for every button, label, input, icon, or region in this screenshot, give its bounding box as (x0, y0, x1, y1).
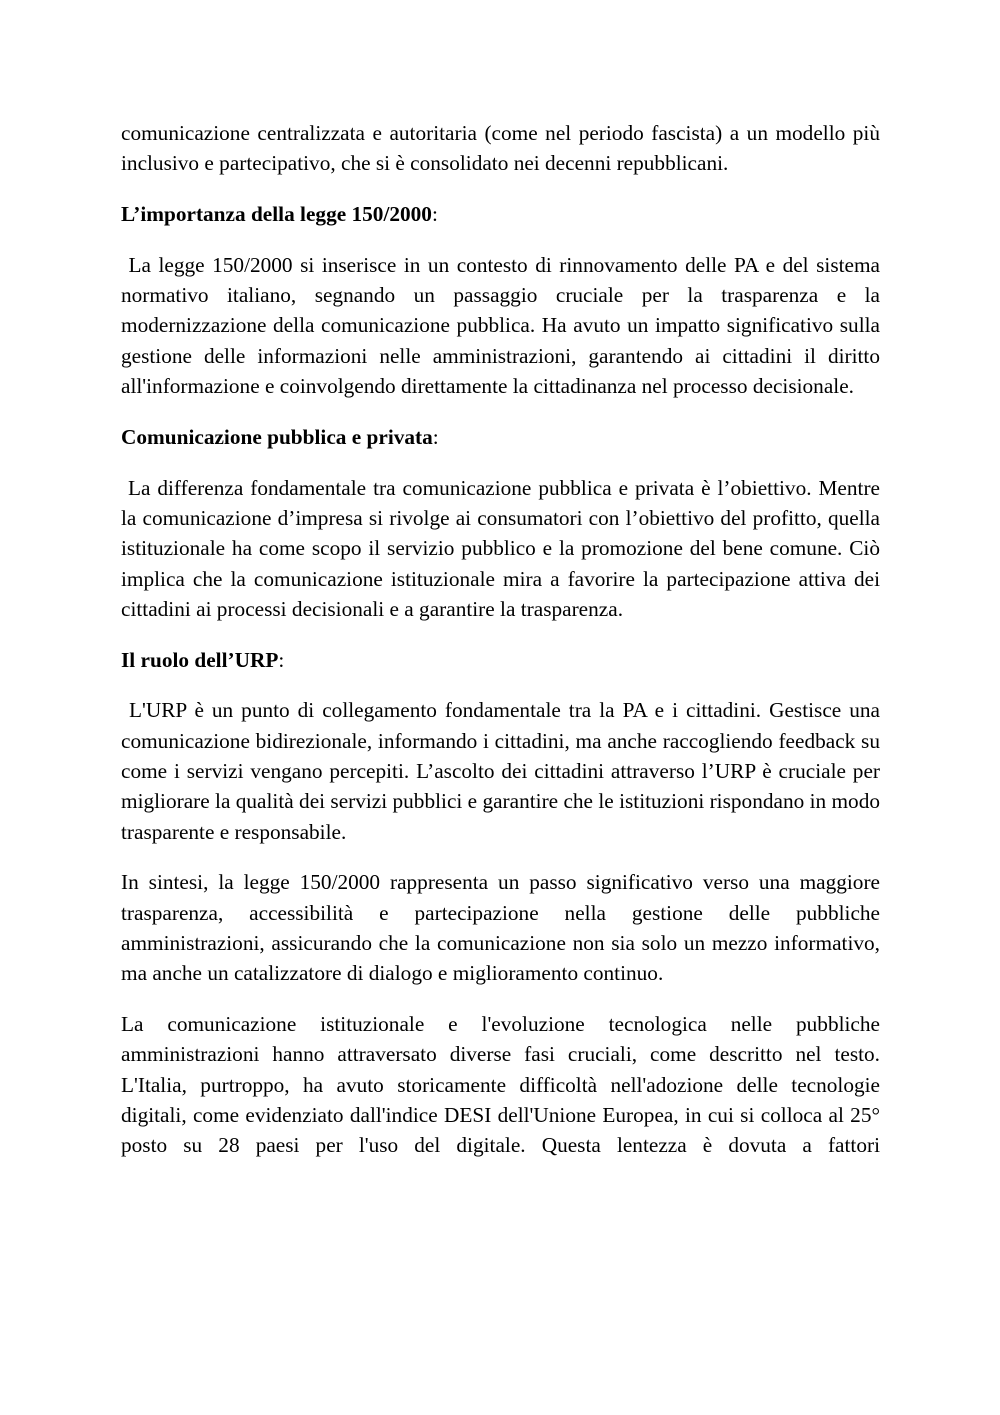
paragraph-in-sintesi: In sintesi, la legge 150/2000 rappresenta un passo significativo verso una maggiore trasparenza, accessibilità e partecipazione nella gestione delle pubbliche amministrazioni, assicurando che la comunicazione non sia solo un mezzo informativo, ma anche un catalizzatore di dialogo e miglioramento continuo. (121, 870, 880, 986)
heading-comunicazione-pubblica-privata-text: Comunicazione pubblica e privata (121, 424, 433, 449)
paragraph-intro-continuation: comunicazione centralizzata e autoritaria (come nel periodo fascista) a un modello più inclusivo e partecipativo, che si è consolidato nei decenni repubblicani. (121, 121, 880, 176)
heading-ruolo-urp-colon: : (278, 647, 285, 672)
paragraph-evoluzione-tecnologica: La comunicazione istituzionale e l'evoluzione tecnologica nelle pubbliche amministrazioni hanno attraversato diverse fasi cruciali, come descritto nel testo. L'Italia, purtroppo, ha avuto storicamente difficoltà nell'adozione delle tecnologie digitali, come evidenziato dall'indice DESI dell'Unione Europea, in cui si colloca al 25° posto su 28 paesi per l'uso del digitale. Questa lentezza è dovuta a fattori (121, 1012, 880, 1158)
heading-ruolo-urp (121, 645, 880, 675)
heading-comunicazione-pubblica-privata-colon: : (432, 424, 439, 449)
heading-comunicazione-pubblica-privata (121, 422, 880, 452)
paragraph-ruolo-urp: L'URP è un punto di collegamento fondamentale tra la PA e i cittadini. Gestisce una comunicazione bidirezionale, informando i cittadini, ma anche raccogliendo feedback su come i servizi vengano percepiti. L’ascolto dei cittadini attraverso l’URP è cruciale per migliorare la qualità dei servizi pubblici e garantire che le istituzioni rispondano in modo trasparente e responsabile. (121, 698, 886, 844)
paragraph-comunicazione-pubblica-privata: La differenza fondamentale tra comunicazione pubblica e privata è l’obiettivo. Mentre la comunicazione d’impresa si rivolge ai consumatori con l’obiettivo del profitto, quella istituzionale ha come scopo il servizio pubblico e la promozione del bene comune. Ciò implica che la comunicazione istituzionale mira a favorire la partecipazione attiva dei cittadini ai processi decisionali e a garantire la trasparenza. (121, 475, 886, 621)
heading-legge-150-2000-text: L’importanza della legge 150/2000 (121, 202, 432, 227)
paragraph-legge-150-2000: La legge 150/2000 si inserisce in un contesto di rinnovamento delle PA e del sistema normativo italiano, segnando un passaggio cruciale per la trasparenza e la modernizzazione della comunicazione pubblica. Ha avuto un impatto significativo sulla gestione delle informazioni nelle amministrazioni, garantendo ai cittadini il diritto all'informazione e coinvolgendo direttamente la cittadinanza nel processo decisionale. (121, 252, 886, 399)
heading-legge-150-2000-colon: : (431, 202, 438, 227)
heading-legge-150-2000 (121, 199, 880, 229)
heading-ruolo-urp-text: Il ruolo dell’URP (121, 647, 279, 672)
document-page (121, 118, 886, 1161)
